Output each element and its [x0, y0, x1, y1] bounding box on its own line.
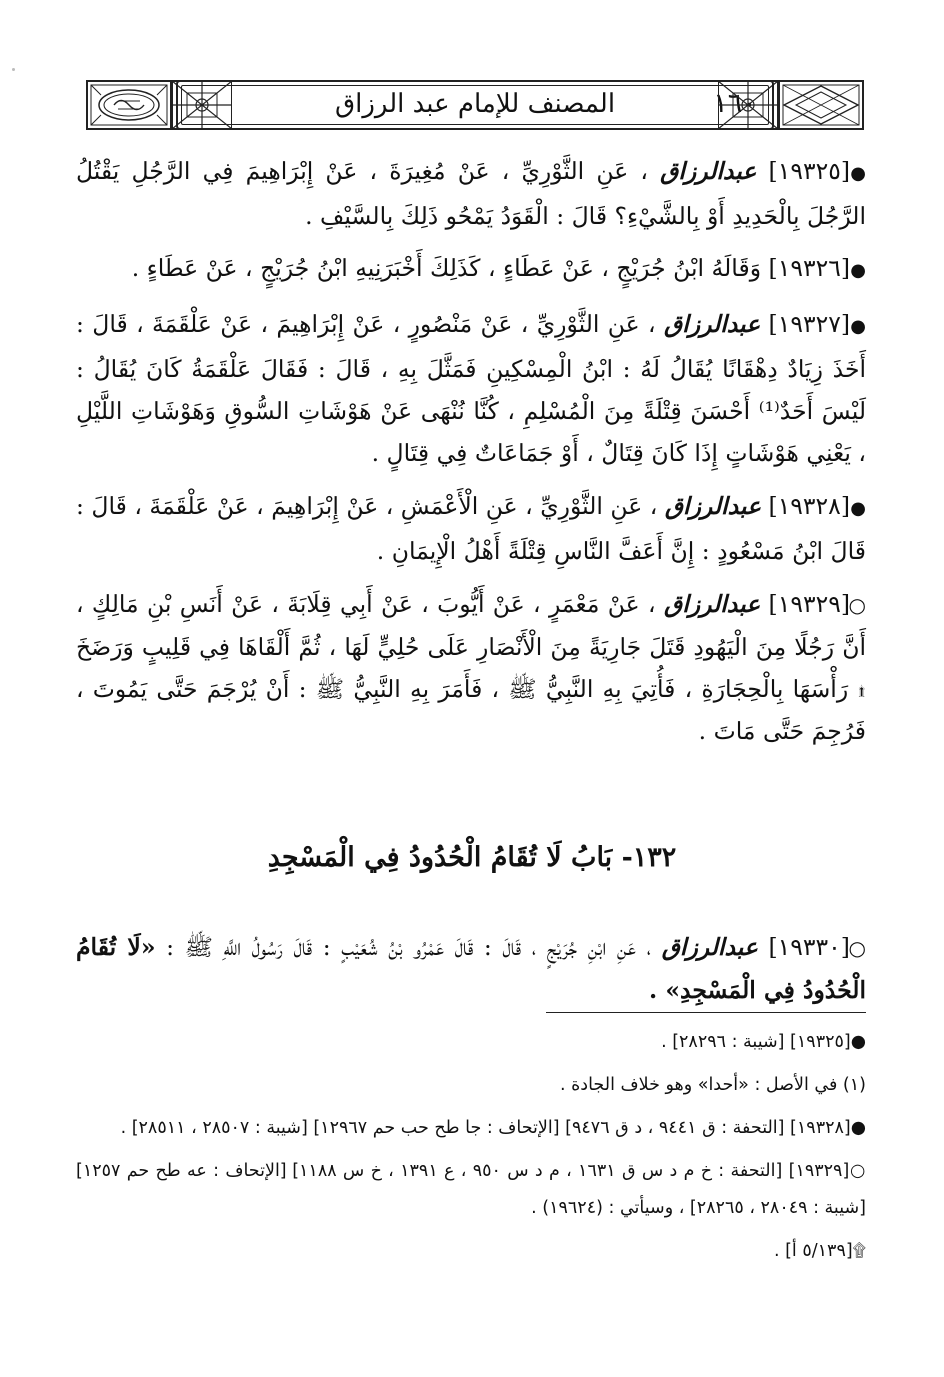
hadith-19326	[76, 247, 866, 292]
filled-bullet-icon: ●	[850, 163, 866, 184]
scan-speck	[12, 68, 15, 71]
footnotes	[76, 1024, 866, 1276]
hadith-number: [١٩٣٢٨]	[768, 492, 850, 520]
ornament-right-icon	[778, 80, 864, 130]
hadith-text: ، عَنْ مَعْمَرٍ ، عَنْ أَيُّوبَ ، عَنْ أَبِي قِلَابَةَ ، عَنْ أَنَسِ بْنِ مَالِكٍ ، أَنَّ رَجُلًا مِنَ الْيَهُودِ قَتَلَ جَارِيَةً مِنَ الْأَنْصَارِ عَلَى حُلِيٍّ لَهَا ، ثُمَّ أَلْقَاهَا فِي قَلِيبٍ وَرَضَخَ ۩ رَأْسَهَا بِالْحِجَارَةِ ، فَأُتِيَ بِهِ النَّبِيُّ ﷺ ، فَأَمَرَ بِهِ النَّبِيُّ ﷺ : أَنْ يُرْجَمَ حَتَّى يَمُوتَ ، فَرُجِمَ حَتَّى مَاتَ .	[76, 590, 866, 745]
filled-bullet-icon: ●	[850, 316, 866, 337]
hadith-number: [١٩٣٢٩]	[768, 590, 850, 618]
chapter-heading: ١٣٢- بَابُ لَا تُقَامُ الْحُدُودُ فِي الْمَسْجِدِ	[267, 842, 677, 873]
hadith-19329	[76, 583, 866, 752]
footnote: (١) في الأصل : «أحدا» وهو خلاف الجادة .	[560, 1075, 866, 1095]
hadith-text: ، عَنِ ابْنِ جُرَيْجٍ ، قَالَ : قَالَ عَمْرُو بْنُ شُعَيْبٍ : قَالَ رَسُولُ اللَّهِ ﷺ :	[166, 932, 652, 961]
filled-bullet-icon: ●	[850, 498, 866, 519]
open-circle-icon: ○	[848, 593, 866, 617]
running-header	[86, 80, 864, 132]
filled-bullet-icon: ●	[850, 260, 866, 281]
hadith-text: ، عَنِ الثَّوْرِيِّ ، عَنِ الْأَعْمَشِ ، عَنْ إِبْرَاهِيمَ ، عَنْ عَلْقَمَةَ ، قَالَ : قَالَ ابْنُ مَسْعُودٍ : إِنَّ أَعَفَّ النَّاسِ قِتْلَةً أَهْلُ الْإِيمَانِ .	[76, 492, 866, 565]
author-name: عبدالرزاق	[664, 492, 762, 520]
ornament-left-icon	[86, 80, 172, 130]
author-name: عبدالرزاق	[661, 932, 758, 961]
main-text	[76, 150, 866, 763]
author-name: عبدالرزاق	[663, 310, 761, 338]
hadith-19330	[76, 926, 866, 1011]
footnote-separator	[546, 1012, 866, 1013]
header-title: المصنف للإمام عبد الرزاق	[334, 89, 616, 119]
footnote: ○[١٩٣٢٩] [التحفة : خ م د س ق ١٦٣١ ، م د س ٩٥٠ ، ع ١٣٩١ ، خ س ١١٨٨] [الإتحاف : عه طح حم ١٢٥٧] [شيبة : ٢٨٠٤٩ ، ٢٨٢٦٥] ، وسيأتي : (١٩٦٢٤) .	[76, 1161, 866, 1218]
footnote: ●[١٩٣٢٥] [شيبة : ٢٨٢٩٦] .	[661, 1032, 866, 1052]
footnote: ●[١٩٣٢٨] [التحفة : ق ٩٤٤١ ، د ق ٩٤٧٦] [الإتحاف : جا طح حب حم ١٢٩٦٧] [شيبة : ٢٨٥٠٧ ، ٢٨٥١١] .	[120, 1118, 866, 1138]
hadith-text: ، عَنِ الثَّوْرِيِّ ، عَنْ مُغِيرَةَ ، عَنْ إِبْرَاهِيمَ فِي الرَّجُلِ يَقْتُلُ الرَّجُلَ بِالْحَدِيدِ أَوْ بِالشَّيْءِ؟ قَالَ : الْقَوَدُ يَمْحُو ذَلِكَ بِالسَّيْفِ .	[76, 157, 866, 230]
hadith-number: [١٩٣٢٧]	[768, 310, 850, 338]
lattice-right-icon	[718, 80, 778, 130]
prophetic-quote: «لَا تُقَامُ الْحُدُودُ فِي الْمَسْجِدِ» .	[76, 932, 866, 1004]
footnote: ۩[٥/١٣٩ أ] .	[773, 1241, 866, 1261]
hadith-19327	[76, 303, 866, 474]
author-name: عبدالرزاق	[663, 590, 761, 618]
open-circle-icon: ○	[848, 935, 866, 960]
hadith-number: [١٩٣٢٥]	[768, 157, 850, 185]
author-name: عبدالرزاق	[660, 157, 757, 185]
hadith-number: [١٩٣٢٦]	[768, 254, 850, 282]
hadith-text: وَقَالَهُ ابْنُ جُرَيْجٍ ، عَنْ عَطَاءٍ ، كَذَلِكَ أَخْبَرَنِيهِ ابْنُ جُرَيْجٍ ، عَنْ عَطَاءٍ .	[131, 254, 762, 282]
hadith-19328	[76, 485, 866, 572]
hadith-19325	[76, 150, 866, 237]
hadith-text: ، عَنِ الثَّوْرِيِّ ، عَنْ مَنْصُورٍ ، عَنْ إِبْرَاهِيمَ ، عَنْ عَلْقَمَةَ ، قَالَ : أَخَذَ زِيَادٌ دِهْقَانًا يُقَالُ لَهُ : ابْنُ الْمِسْكِينِ فَمَثَّلَ بِهِ ، قَالَ : فَقَالَ عَلْقَمَةُ كَانَ يُقَالُ : لَيْسَ أَحَدٌ⁽¹⁾ أَحْسَنَ قِتْلَةً مِنَ الْمُسْلِمِ ، كُنَّا نُنْهَى عَنْ هَوْشَاتِ السُّوقِ وَهَوْشَاتِ اللَّيْلِ ، يَعْنِي هَوْشَاتٍ إِذَا كَانَ قِتَالٌ ، أَوْ جَمَاعَاتٌ فِي قِتَالٍ .	[76, 310, 866, 467]
page-number: ١٦٠	[713, 88, 757, 119]
hadith-number: [١٩٣٣٠]	[768, 932, 850, 961]
